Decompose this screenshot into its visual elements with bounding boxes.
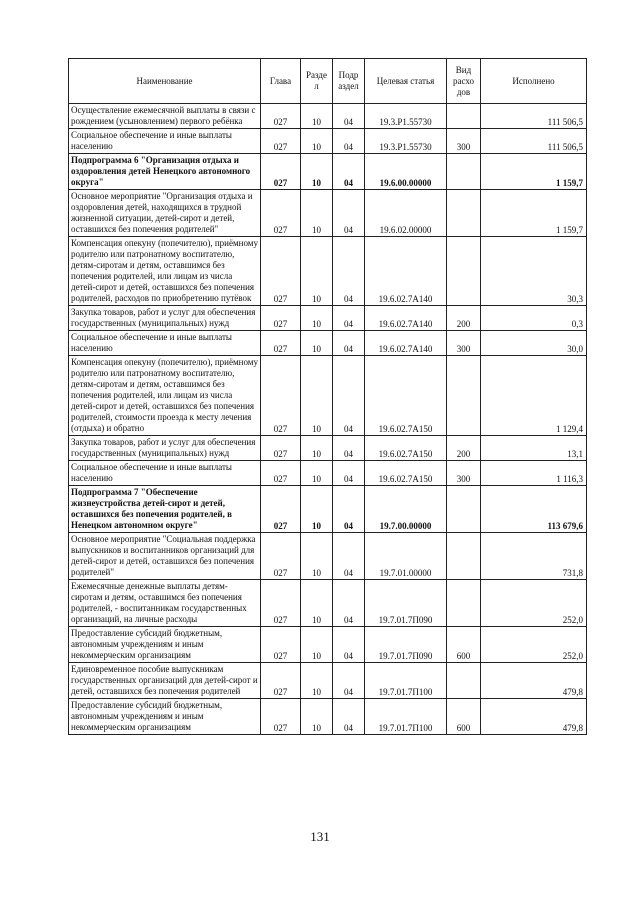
cell-section: 10	[301, 129, 333, 154]
header-name: Наименование	[69, 59, 261, 104]
cell-executed: 1 159,7	[481, 154, 587, 190]
cell-subsection: 04	[333, 580, 365, 627]
cell-subsection: 04	[333, 461, 365, 486]
cell-expense: 600	[447, 699, 481, 735]
cell-subsection: 04	[333, 356, 365, 436]
table-row	[69, 190, 587, 237]
cell-expense	[447, 580, 481, 627]
cell-subsection: 04	[333, 129, 365, 154]
cell-section: 10	[301, 190, 333, 237]
cell-chapter: 027	[261, 663, 301, 699]
header-chapter: Глава	[261, 59, 301, 104]
header-row	[69, 59, 587, 104]
cell-target: 19.6.02.00000	[365, 190, 447, 237]
cell-chapter: 027	[261, 436, 301, 461]
cell-expense: 300	[447, 129, 481, 154]
cell-section: 10	[301, 627, 333, 663]
cell-section: 10	[301, 580, 333, 627]
cell-chapter: 027	[261, 154, 301, 190]
cell-subsection: 04	[333, 699, 365, 735]
table-body	[69, 104, 587, 735]
cell-executed: 1 129,4	[481, 356, 587, 436]
cell-target: 19.7.01.7П100	[365, 699, 447, 735]
cell-target: 19.6.00.00000	[365, 154, 447, 190]
cell-section: 10	[301, 154, 333, 190]
budget-table	[68, 58, 587, 735]
cell-section: 10	[301, 331, 333, 356]
cell-subsection: 04	[333, 627, 365, 663]
cell-target: 19.7.00.00000	[365, 486, 447, 533]
cell-chapter: 027	[261, 331, 301, 356]
cell-section: 10	[301, 461, 333, 486]
cell-executed: 30,3	[481, 237, 587, 306]
table-row	[69, 663, 587, 699]
cell-expense	[447, 356, 481, 436]
cell-target: 19.7.01.00000	[365, 533, 447, 580]
cell-target: 19.6.02.7А150	[365, 461, 447, 486]
cell-expense: 300	[447, 461, 481, 486]
cell-subsection: 04	[333, 663, 365, 699]
cell-target: 19.6.02.7А140	[365, 237, 447, 306]
cell-executed: 1 116,3	[481, 461, 587, 486]
table-row	[69, 104, 587, 129]
cell-section: 10	[301, 533, 333, 580]
cell-target: 19.6.02.7А140	[365, 331, 447, 356]
table-row	[69, 627, 587, 663]
cell-name: Социальное обеспечение и иные выплаты населению	[69, 331, 261, 356]
cell-name: Закупка товаров, работ и услуг для обеспечения государственных (муниципальных) нужд	[69, 306, 261, 331]
cell-expense	[447, 190, 481, 237]
cell-section: 10	[301, 663, 333, 699]
cell-executed: 252,0	[481, 627, 587, 663]
cell-subsection: 04	[333, 237, 365, 306]
cell-executed: 0,3	[481, 306, 587, 331]
cell-expense	[447, 533, 481, 580]
cell-name: Предоставление субсидий бюджетным, автономным учреждениям и иным некоммерческим организациям	[69, 627, 261, 663]
table-row	[69, 486, 587, 533]
header-subsection: Подр аздел	[333, 59, 365, 104]
cell-target: 19.6.02.7А150	[365, 436, 447, 461]
header-target: Целевая статья	[365, 59, 447, 104]
cell-executed: 13,1	[481, 436, 587, 461]
cell-expense: 200	[447, 436, 481, 461]
cell-chapter: 027	[261, 486, 301, 533]
cell-executed: 479,8	[481, 663, 587, 699]
cell-name: Основное мероприятие "Организация отдыха и оздоровления детей, находящихся в трудной жизненной ситуации, детей-сирот и детей, оставшихся без попечения родителей"	[69, 190, 261, 237]
cell-target: 19.3.Р1.55730	[365, 129, 447, 154]
header-executed: Исполнено	[481, 59, 587, 104]
cell-executed: 113 679,6	[481, 486, 587, 533]
cell-name: Осуществление ежемесячной выплаты в связи с рождением (усыновлением) первого ребёнка	[69, 104, 261, 129]
cell-target: 19.6.02.7А140	[365, 306, 447, 331]
cell-chapter: 027	[261, 104, 301, 129]
cell-subsection: 04	[333, 190, 365, 237]
table-row	[69, 129, 587, 154]
cell-section: 10	[301, 356, 333, 436]
table-row	[69, 154, 587, 190]
cell-chapter: 027	[261, 356, 301, 436]
cell-chapter: 027	[261, 461, 301, 486]
cell-section: 10	[301, 306, 333, 331]
page-number: 131	[310, 829, 330, 844]
cell-target: 19.7.01.7П100	[365, 663, 447, 699]
header-section: Разде л	[301, 59, 333, 104]
cell-expense	[447, 663, 481, 699]
cell-name: Единовременное пособие выпускникам государственных организаций для детей-сирот и детей, оставшихся без попечения родителей	[69, 663, 261, 699]
cell-section: 10	[301, 436, 333, 461]
cell-name: Подпрограмма 6 "Организация отдыха и оздоровления детей Ненецкого автономного округа"	[69, 154, 261, 190]
cell-subsection: 04	[333, 306, 365, 331]
cell-subsection: 04	[333, 104, 365, 129]
cell-subsection: 04	[333, 486, 365, 533]
cell-expense: 300	[447, 331, 481, 356]
cell-section: 10	[301, 486, 333, 533]
cell-name: Подпрограмма 7 "Обеспечение жизнеустройства детей-сирот и детей, оставшихся без попечения родителей, в Ненецком автономном округе"	[69, 486, 261, 533]
table-row	[69, 306, 587, 331]
header-expense: Вид расхо дов	[447, 59, 481, 104]
cell-subsection: 04	[333, 331, 365, 356]
cell-subsection: 04	[333, 533, 365, 580]
cell-subsection: 04	[333, 436, 365, 461]
table-row	[69, 331, 587, 356]
cell-name: Закупка товаров, работ и услуг для обеспечения государственных (муниципальных) нужд	[69, 436, 261, 461]
table-row	[69, 461, 587, 486]
cell-section: 10	[301, 237, 333, 306]
cell-target: 19.3.Р1.55730	[365, 104, 447, 129]
cell-target: 19.7.01.7П090	[365, 627, 447, 663]
cell-chapter: 027	[261, 190, 301, 237]
cell-chapter: 027	[261, 580, 301, 627]
table-row	[69, 580, 587, 627]
cell-executed: 731,8	[481, 533, 587, 580]
cell-name: Ежемесячные денежные выплаты детям-сиротам и детям, оставшимся без попечения родителей, - воспитанникам государственных организаций, на личные расходы	[69, 580, 261, 627]
table-row	[69, 699, 587, 735]
cell-name: Предоставление субсидий бюджетным, автономным учреждениям и иным некоммерческим организациям	[69, 699, 261, 735]
cell-name: Основное мероприятие "Социальная поддержка выпускников и воспитанников организаций для детей-сирот и детей, оставшихся без попечения родителей"	[69, 533, 261, 580]
cell-expense	[447, 154, 481, 190]
cell-chapter: 027	[261, 306, 301, 331]
cell-name: Социальное обеспечение и иные выплаты населению	[69, 461, 261, 486]
cell-expense	[447, 486, 481, 533]
cell-executed: 1 159,7	[481, 190, 587, 237]
table-row	[69, 533, 587, 580]
table-row	[69, 436, 587, 461]
cell-name: Компенсация опекуну (попечителю), приёмному родителю или патронатному воспитателю, детям-сиротам и детям, оставшимся без попечения родителей, или лицам из числа детей-сирот и детей, оставшихся без попечения родителей, расходов по приобретению путёвок	[69, 237, 261, 306]
cell-chapter: 027	[261, 237, 301, 306]
cell-executed: 479,8	[481, 699, 587, 735]
cell-chapter: 027	[261, 627, 301, 663]
cell-section: 10	[301, 699, 333, 735]
table-row	[69, 356, 587, 436]
cell-executed: 111 506,5	[481, 104, 587, 129]
cell-name: Социальное обеспечение и иные выплаты населению	[69, 129, 261, 154]
cell-expense: 200	[447, 306, 481, 331]
cell-executed: 111 506,5	[481, 129, 587, 154]
cell-executed: 30,0	[481, 331, 587, 356]
cell-chapter: 027	[261, 533, 301, 580]
cell-subsection: 04	[333, 154, 365, 190]
cell-chapter: 027	[261, 699, 301, 735]
cell-executed: 252,0	[481, 580, 587, 627]
cell-target: 19.6.02.7А150	[365, 356, 447, 436]
table-row	[69, 237, 587, 306]
cell-section: 10	[301, 104, 333, 129]
cell-expense	[447, 104, 481, 129]
cell-expense	[447, 237, 481, 306]
cell-target: 19.7.01.7П090	[365, 580, 447, 627]
cell-chapter: 027	[261, 129, 301, 154]
cell-name: Компенсация опекуну (попечителю), приёмному родителю или патронатному воспитателю, детям-сиротам и детям, оставшимся без попечения родителей, или лицам из числа детей-сирот и детей, оставшихся без попечения родителей, стоимости проезда к месту лечения (отдыха) и обратно	[69, 356, 261, 436]
cell-expense: 600	[447, 627, 481, 663]
